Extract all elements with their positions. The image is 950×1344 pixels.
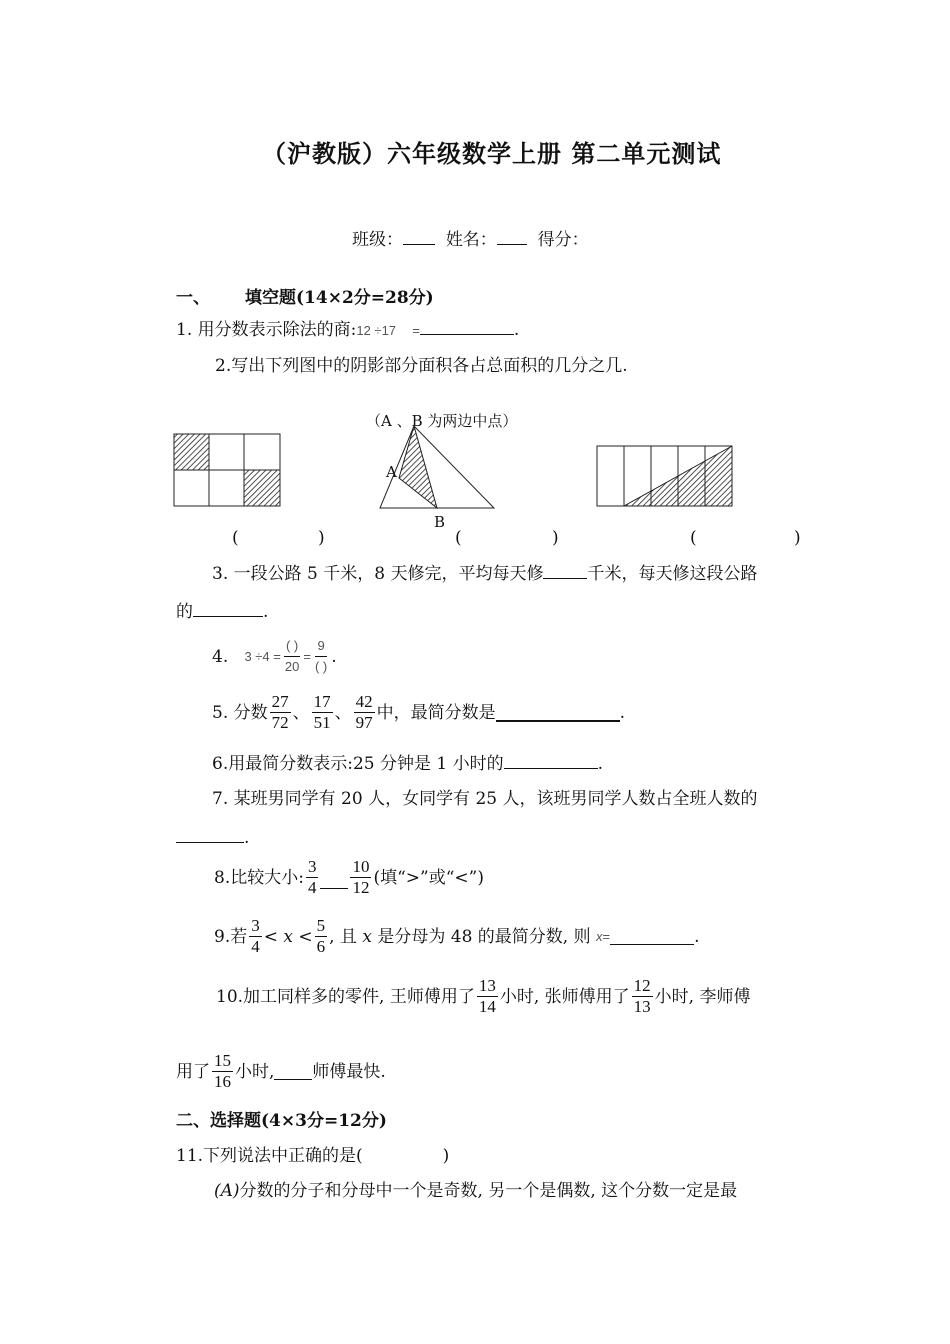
q5-period: . xyxy=(619,702,626,723)
q9-f2-num: 5 xyxy=(316,916,326,935)
outer-triangle xyxy=(380,426,494,508)
q11a-label: (A) xyxy=(214,1181,240,1201)
name-label: 姓名： xyxy=(445,230,497,250)
q10-text-c: 小时, 李师傅 xyxy=(654,986,751,1007)
q3-period: . xyxy=(263,602,269,622)
q4-fraction-2 xyxy=(313,636,329,677)
q4-period: . xyxy=(331,646,337,667)
q10-f2-den: 13 xyxy=(633,997,651,1016)
q4-denominator-1: 20 xyxy=(284,659,300,674)
question-3-line-1 xyxy=(212,562,757,585)
q8-f1-num: 3 xyxy=(307,857,317,876)
point-b-label: B xyxy=(434,513,446,531)
q10-answer-blank[interactable] xyxy=(274,1063,312,1080)
question-4 xyxy=(212,636,337,677)
figure-triangle xyxy=(380,426,494,508)
q4-numerator-2: 9 xyxy=(315,636,326,657)
q4-fraction-1 xyxy=(283,636,301,677)
question-8 xyxy=(214,857,484,898)
q4-denominator-blank[interactable]: ( ) xyxy=(314,659,328,674)
q9-var-x-3: x xyxy=(596,928,603,944)
q3-blank-1[interactable] xyxy=(543,562,587,579)
section-1-title: 填空题(14×2分=28分) xyxy=(245,288,434,308)
q3-text-b: 千米，每天修这段公路 xyxy=(587,564,758,584)
q8-text-a: 8.比较大小: xyxy=(214,867,304,888)
q5-fraction-2 xyxy=(312,692,333,733)
q4-equals: = xyxy=(303,648,311,664)
question-10-line-2 xyxy=(176,1051,386,1092)
q8-f2-den: 12 xyxy=(352,878,370,897)
q10-f3-den: 16 xyxy=(214,1072,231,1091)
q10-f1-num: 13 xyxy=(478,976,496,995)
q9-f1-den: 4 xyxy=(251,937,260,956)
q10-f2-num: 12 xyxy=(633,976,651,995)
q4-number: 4. xyxy=(212,646,229,667)
q8-fraction-1 xyxy=(306,857,319,898)
question-2: 2.写出下列图中的阴影部分面积各占总面积的几分之几. xyxy=(215,356,628,376)
question-7-line-2 xyxy=(176,826,249,849)
q8-f1-den: 4 xyxy=(307,878,317,897)
q10-text-e: 小时, xyxy=(235,1061,275,1082)
q11a-text: 分数的分子和分母中一个是奇数, 另一个是偶数, 这个分数一定是最 xyxy=(239,1181,738,1201)
q5-text-a: 5. 分数 xyxy=(212,702,268,723)
q10-text-f: 师傅最快. xyxy=(312,1061,386,1082)
q5-answer-blank[interactable] xyxy=(496,704,620,722)
answer-paren-3-close: ) xyxy=(794,528,801,548)
q10-f1-den: 14 xyxy=(478,997,496,1016)
point-a-label: A xyxy=(386,463,397,481)
section-1-number: 一、 xyxy=(176,288,210,308)
q5-sep-1: 、 xyxy=(292,702,310,723)
section-2-title: 二、选择题(4×3分=12分) xyxy=(176,1111,387,1131)
q6-period: . xyxy=(597,754,604,774)
score-label: 得分： xyxy=(537,230,589,250)
question-11 xyxy=(176,1145,449,1167)
answer-paren-2-open: ( xyxy=(455,528,462,548)
q9-period: . xyxy=(694,926,700,947)
question-7-line-1: 7. 某班男同学有 20 人，女同学有 25 人，该班男同学人数占全班人数的 xyxy=(212,789,758,809)
q10-fraction-2 xyxy=(632,976,653,1017)
q9-text-c: 是分母为 48 的最简分数, 则 xyxy=(377,926,591,947)
question-5 xyxy=(212,692,625,733)
q8-fraction-2 xyxy=(350,857,371,898)
q5-f3-num: 42 xyxy=(355,692,373,711)
q9-lt-2: < xyxy=(298,926,313,947)
q9-lt-1: < xyxy=(263,926,278,947)
q8-f2-num: 10 xyxy=(352,857,370,876)
shaded-triangle xyxy=(399,426,437,508)
q9-f2-den: 6 xyxy=(316,937,326,956)
answer-paren-1-close: ) xyxy=(318,528,325,548)
answer-paren-2-close: ) xyxy=(552,528,559,548)
q3-text-a: 3. 一段公路 5 千米，8 天修完，平均每天修 xyxy=(212,564,544,584)
shaded-cell-top-left xyxy=(174,434,209,470)
q5-text-b: 中，最简分数是 xyxy=(376,702,496,723)
question-6 xyxy=(212,752,603,775)
question-11-option-a xyxy=(214,1180,737,1202)
q7-period: . xyxy=(244,828,250,848)
q10-text-b: 小时, 张师傅用了 xyxy=(499,986,630,1007)
q11-text: 11.下列说法中正确的是( xyxy=(176,1146,363,1166)
shaded-cell-bottom-right xyxy=(244,470,280,506)
q10-text-d: 用了 xyxy=(176,1061,210,1082)
q5-f2-den: 51 xyxy=(313,713,331,732)
figure-grid-rectangle xyxy=(174,434,280,506)
q4-expression: 3 ÷4 = xyxy=(244,648,281,664)
q1-period: . xyxy=(513,320,520,340)
q9-equals: = xyxy=(602,928,611,944)
q5-sep-2: 、 xyxy=(334,702,352,723)
q11-close-paren: ) xyxy=(442,1146,450,1166)
q9-var-x-2: x xyxy=(362,926,372,947)
figure-striped-rectangle xyxy=(597,446,732,506)
q9-fraction-2 xyxy=(315,916,328,957)
answer-paren-1-open: ( xyxy=(232,528,239,548)
q6-answer-blank[interactable] xyxy=(504,752,598,769)
question-3-line-2 xyxy=(176,600,268,623)
q9-text-b: , 且 xyxy=(329,926,357,947)
q7-answer-blank[interactable] xyxy=(176,826,244,843)
q9-f1-num: 3 xyxy=(251,916,260,935)
page-title: （沪教版）六年级数学上册 第二单元测试 xyxy=(262,139,722,168)
q10-f3-num: 15 xyxy=(214,1051,231,1070)
q3-text-c: 的 xyxy=(176,602,193,622)
q9-text-a: 9.若 xyxy=(214,926,248,947)
q10-fraction-3 xyxy=(212,1051,233,1092)
q5-f2-num: 17 xyxy=(313,692,331,711)
question-9 xyxy=(214,916,700,957)
answer-paren-3-open: ( xyxy=(690,528,697,548)
figure-caption: （A 、B 为两边中点） xyxy=(366,412,518,430)
class-label: 班级： xyxy=(352,230,403,250)
q8-text-b: (填“>”或“<”) xyxy=(373,867,484,888)
q4-numerator-blank[interactable]: ( ) xyxy=(284,636,300,657)
q1-equals: = xyxy=(412,323,420,338)
q5-fraction-1 xyxy=(270,692,291,733)
q1-text: 1. 用分数表示除法的商: xyxy=(176,320,357,340)
q5-f1-den: 72 xyxy=(271,713,289,732)
figures-svg xyxy=(0,0,950,560)
q8-compare-blank[interactable] xyxy=(320,887,348,889)
q6-text: 6.用最简分数表示:25 分钟是 1 小时的 xyxy=(212,754,504,774)
question-10-line-1 xyxy=(216,976,750,1017)
q9-answer-blank[interactable] xyxy=(610,928,694,945)
q9-var-x: x xyxy=(283,926,293,947)
q9-fraction-1 xyxy=(249,916,262,957)
q1-expression: 12 ÷17 xyxy=(356,323,397,338)
q3-blank-2[interactable] xyxy=(193,600,263,617)
q10-fraction-1 xyxy=(477,976,498,1017)
q10-text-a: 10.加工同样多的零件, 王师傅用了 xyxy=(216,986,475,1007)
q5-f1-num: 27 xyxy=(271,692,289,711)
q5-fraction-3 xyxy=(354,692,375,733)
q5-f3-den: 97 xyxy=(355,713,373,732)
